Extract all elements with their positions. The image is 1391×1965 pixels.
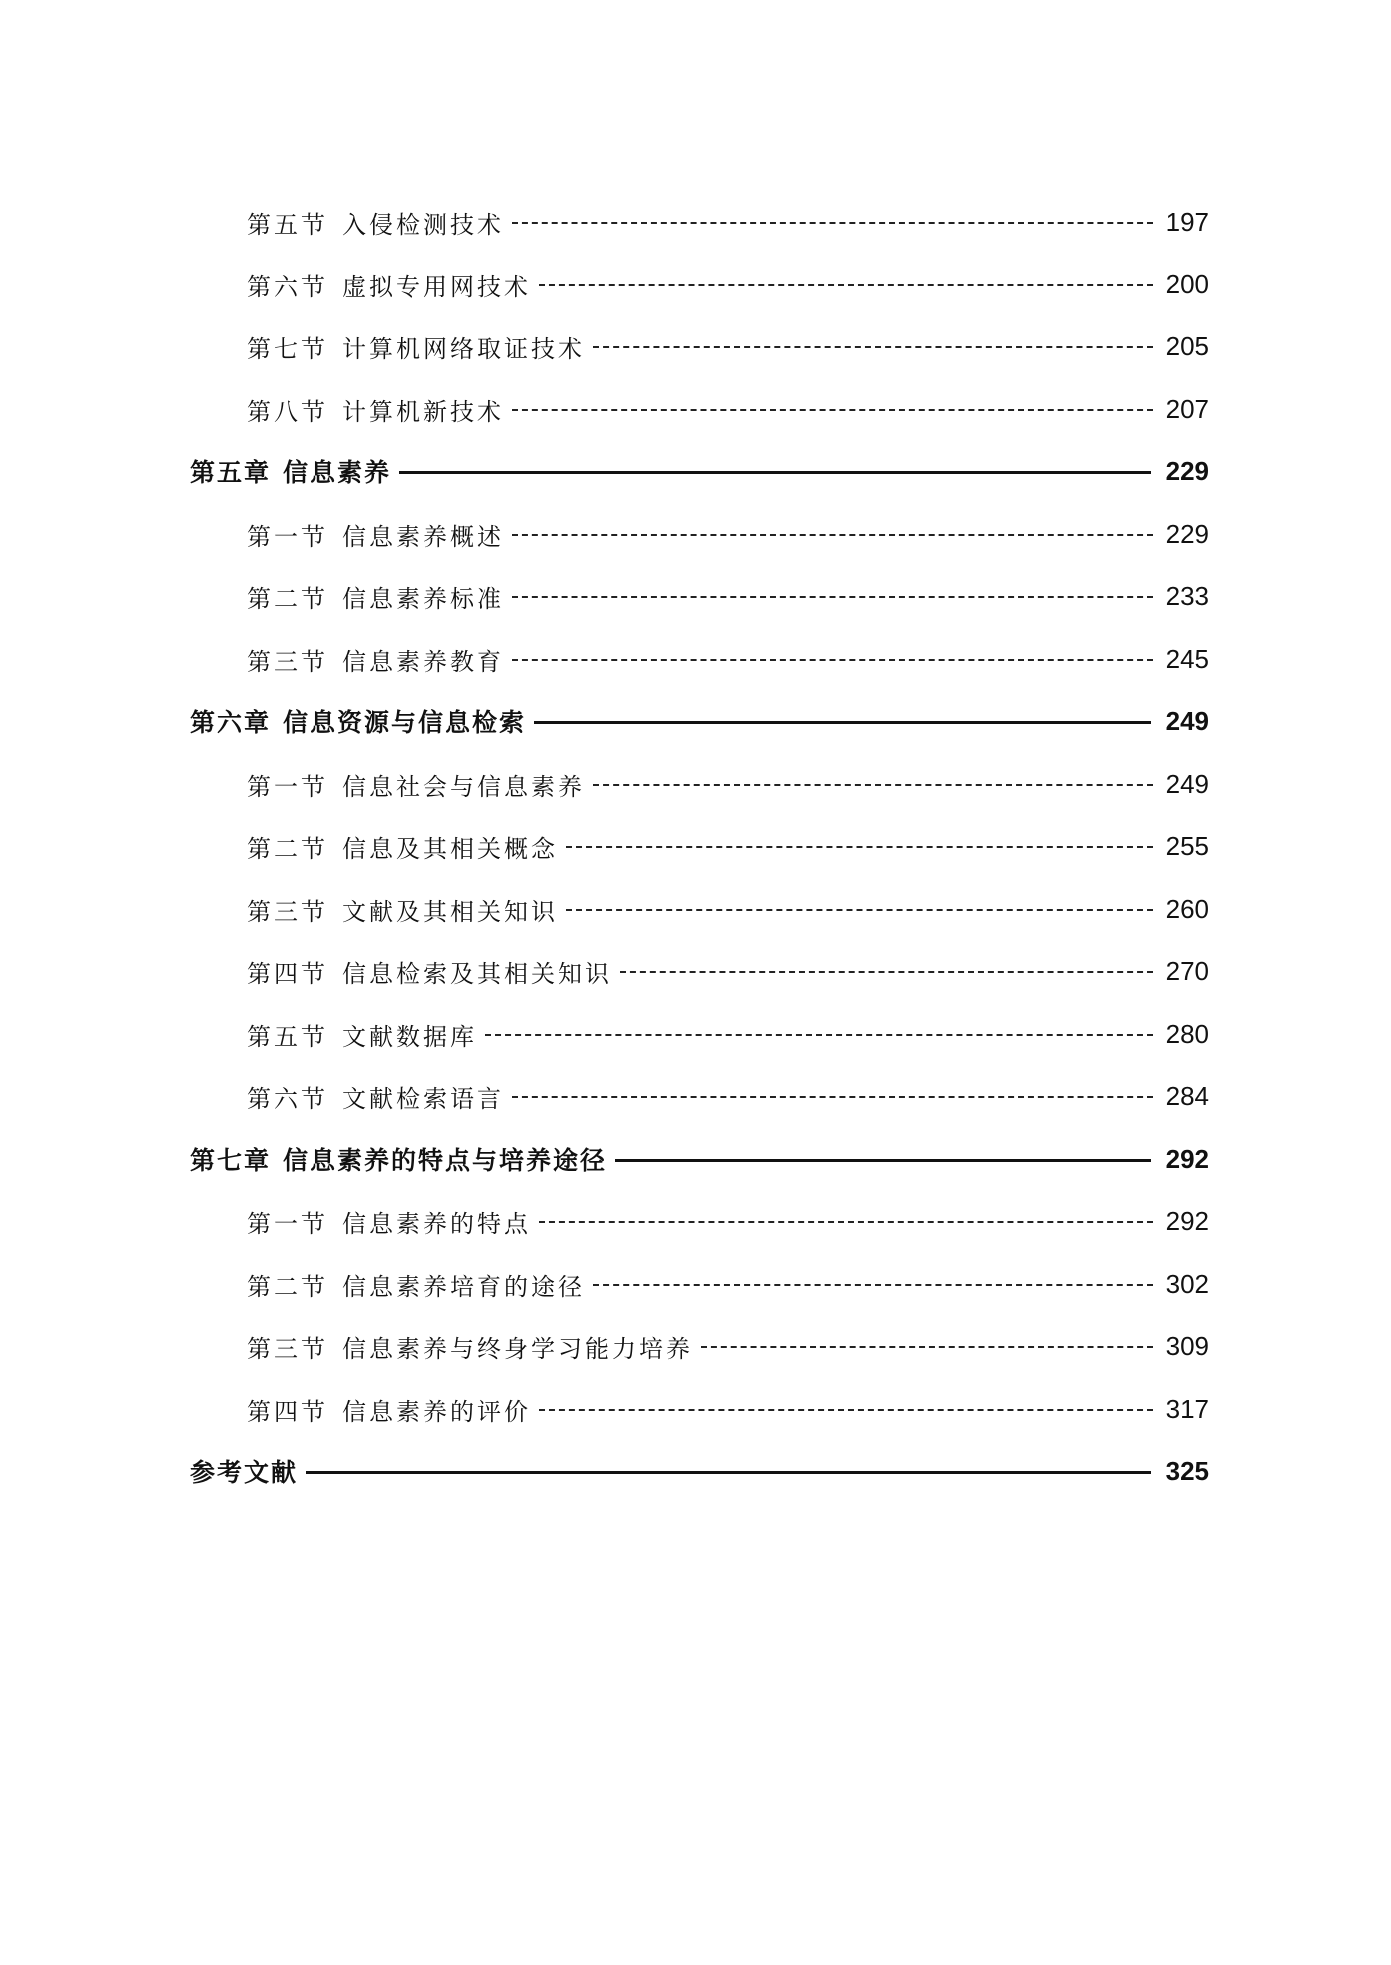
toc-leader-line (512, 222, 1153, 224)
toc-entry-label (190, 1141, 607, 1177)
toc-entry-label (247, 642, 504, 677)
toc-leader-line (620, 971, 1153, 973)
toc-leader-line (539, 284, 1153, 286)
toc-page-number: 245 (1165, 643, 1209, 674)
toc-entry-number: 第五章 (190, 458, 272, 487)
toc-entry-title: 信息素养概述 (342, 522, 504, 551)
toc-entry-label (190, 703, 526, 739)
toc-chapter-row (190, 453, 1209, 489)
toc-page-number: 229 (1165, 518, 1209, 549)
toc-section-row (247, 391, 1209, 427)
toc-section-row (247, 1328, 1209, 1364)
toc-page-number: 292 (1165, 1143, 1209, 1174)
toc-entry-label (247, 205, 504, 240)
toc-entry-number: 第七章 (190, 1146, 272, 1175)
toc-leader-line (512, 596, 1153, 598)
toc-page-number: 302 (1165, 1268, 1209, 1299)
toc-entry-number: 第五节 (247, 210, 328, 239)
toc-section-row (247, 1078, 1209, 1114)
toc-leader-line (539, 1409, 1153, 1411)
toc-leader-line (593, 346, 1153, 348)
toc-entry-number: 第三节 (247, 897, 328, 926)
toc-entry-label (247, 892, 558, 927)
toc-entry-number: 第四节 (247, 1397, 328, 1426)
toc-entry-label (247, 767, 585, 802)
toc-section-row (247, 1266, 1209, 1302)
toc-entry-title: 入侵检测技术 (342, 210, 504, 239)
toc-leader-line (566, 909, 1153, 911)
toc-page-number: 205 (1165, 330, 1209, 361)
toc-entry-label (247, 579, 504, 614)
toc-entry-title: 信息素养 (283, 458, 392, 487)
toc-page-number: 200 (1165, 268, 1209, 299)
toc-page-number: 249 (1165, 768, 1209, 799)
toc-entry-number: 第七节 (247, 334, 328, 363)
toc-entry-title: 计算机网络取证技术 (342, 334, 585, 363)
toc-page-number: 260 (1165, 893, 1209, 924)
toc-chapter-row (190, 703, 1209, 739)
toc-entry-label (247, 1267, 585, 1302)
toc-entry-number: 第一节 (247, 772, 328, 801)
toc-entry-label (247, 267, 531, 302)
toc-leader-line (512, 409, 1153, 411)
toc-section-row (247, 516, 1209, 552)
toc-leader-line (512, 1096, 1153, 1098)
toc-entry-number: 第五节 (247, 1022, 328, 1051)
toc-leader-line (701, 1346, 1153, 1348)
toc-entry-number: 第二节 (247, 834, 328, 863)
toc-entry-title: 文献数据库 (342, 1022, 477, 1051)
toc-section-row (247, 1016, 1209, 1052)
toc-entry-label (247, 1079, 504, 1114)
toc-entry-title: 文献检索语言 (342, 1084, 504, 1113)
toc-entry-number: 第四节 (247, 959, 328, 988)
toc-entry-number: 第一节 (247, 522, 328, 551)
toc-entry-label (247, 1329, 693, 1364)
toc-section-row (247, 891, 1209, 927)
toc-page-number: 249 (1165, 705, 1209, 736)
toc-section-row (247, 328, 1209, 364)
toc-leader-line (512, 534, 1153, 536)
toc-entry-number: 第六章 (190, 708, 272, 737)
toc-leader-line (566, 846, 1153, 848)
toc-entry-number: 第六节 (247, 272, 328, 301)
toc-page-number: 325 (1165, 1455, 1209, 1486)
toc-chapter-row (190, 1141, 1209, 1177)
toc-entry-label (247, 829, 558, 864)
toc-entry-number: 第八节 (247, 397, 328, 426)
toc-entry-title: 文献及其相关知识 (342, 897, 558, 926)
toc-section-row (247, 766, 1209, 802)
toc-entry-title: 信息素养的特点与培养途径 (283, 1146, 608, 1175)
toc-entry-title: 信息检索及其相关知识 (342, 959, 612, 988)
toc-entry-label (247, 329, 585, 364)
toc-entry-title: 信息素养教育 (342, 647, 504, 676)
toc-entry-title: 信息素养的特点 (342, 1209, 531, 1238)
toc-entry-number: 第二节 (247, 584, 328, 613)
toc-section-row (247, 578, 1209, 614)
toc-section-row (247, 641, 1209, 677)
toc-entry-label (247, 392, 504, 427)
toc-section-row (247, 828, 1209, 864)
toc-leader-line (539, 1221, 1153, 1223)
toc-page-number: 270 (1165, 955, 1209, 986)
toc-entry-title: 参考文献 (190, 1458, 299, 1487)
toc-entry-label (247, 1204, 531, 1239)
toc-leader-line (512, 659, 1153, 661)
toc-entry-label (190, 1453, 298, 1489)
toc-page-number: 233 (1165, 580, 1209, 611)
toc-page-number: 309 (1165, 1330, 1209, 1361)
toc-entry-title: 信息及其相关概念 (342, 834, 558, 863)
toc-entry-number: 第三节 (247, 1334, 328, 1363)
toc-entry-label (247, 954, 612, 989)
toc-entry-title: 信息素养与终身学习能力培养 (342, 1334, 693, 1363)
toc-entry-number: 第六节 (247, 1084, 328, 1113)
toc-leader-line (306, 1471, 1151, 1474)
toc-leader-line (534, 721, 1151, 724)
toc-entry-number: 第一节 (247, 1209, 328, 1238)
toc-entry-label (190, 453, 391, 489)
toc-entry-title: 信息资源与信息检索 (283, 708, 527, 737)
toc-page-number: 229 (1165, 455, 1209, 486)
toc-leader-line (615, 1159, 1151, 1162)
toc-entry-title: 信息素养培育的途径 (342, 1272, 585, 1301)
toc-entry-title: 信息素养的评价 (342, 1397, 531, 1426)
toc-page-number: 280 (1165, 1018, 1209, 1049)
toc-leader-line (593, 784, 1153, 786)
toc-leader-line (399, 471, 1151, 474)
toc-entry-title: 信息社会与信息素养 (342, 772, 585, 801)
toc-entry-number: 第二节 (247, 1272, 328, 1301)
toc-page-number: 255 (1165, 830, 1209, 861)
toc-entry-title: 计算机新技术 (342, 397, 504, 426)
toc-entry-label (247, 517, 504, 552)
toc-page-number: 284 (1165, 1080, 1209, 1111)
toc-section-row (247, 953, 1209, 989)
toc-entry-title: 信息素养标准 (342, 584, 504, 613)
toc-page-number: 207 (1165, 393, 1209, 424)
toc-section-row (247, 1391, 1209, 1427)
toc-entry-label (247, 1392, 531, 1427)
toc-entry-number: 第三节 (247, 647, 328, 676)
toc-section-row (247, 204, 1209, 240)
toc-page-number: 292 (1165, 1205, 1209, 1236)
toc-section-row (247, 1203, 1209, 1239)
toc-entry-label (247, 1017, 477, 1052)
toc-page-number: 317 (1165, 1393, 1209, 1424)
toc-entry-title: 虚拟专用网技术 (342, 272, 531, 301)
toc-leader-line (593, 1284, 1153, 1286)
toc-chapter-row (190, 1453, 1209, 1489)
toc-section-row (247, 266, 1209, 302)
toc-leader-line (485, 1034, 1153, 1036)
toc-page-number: 197 (1165, 206, 1209, 237)
